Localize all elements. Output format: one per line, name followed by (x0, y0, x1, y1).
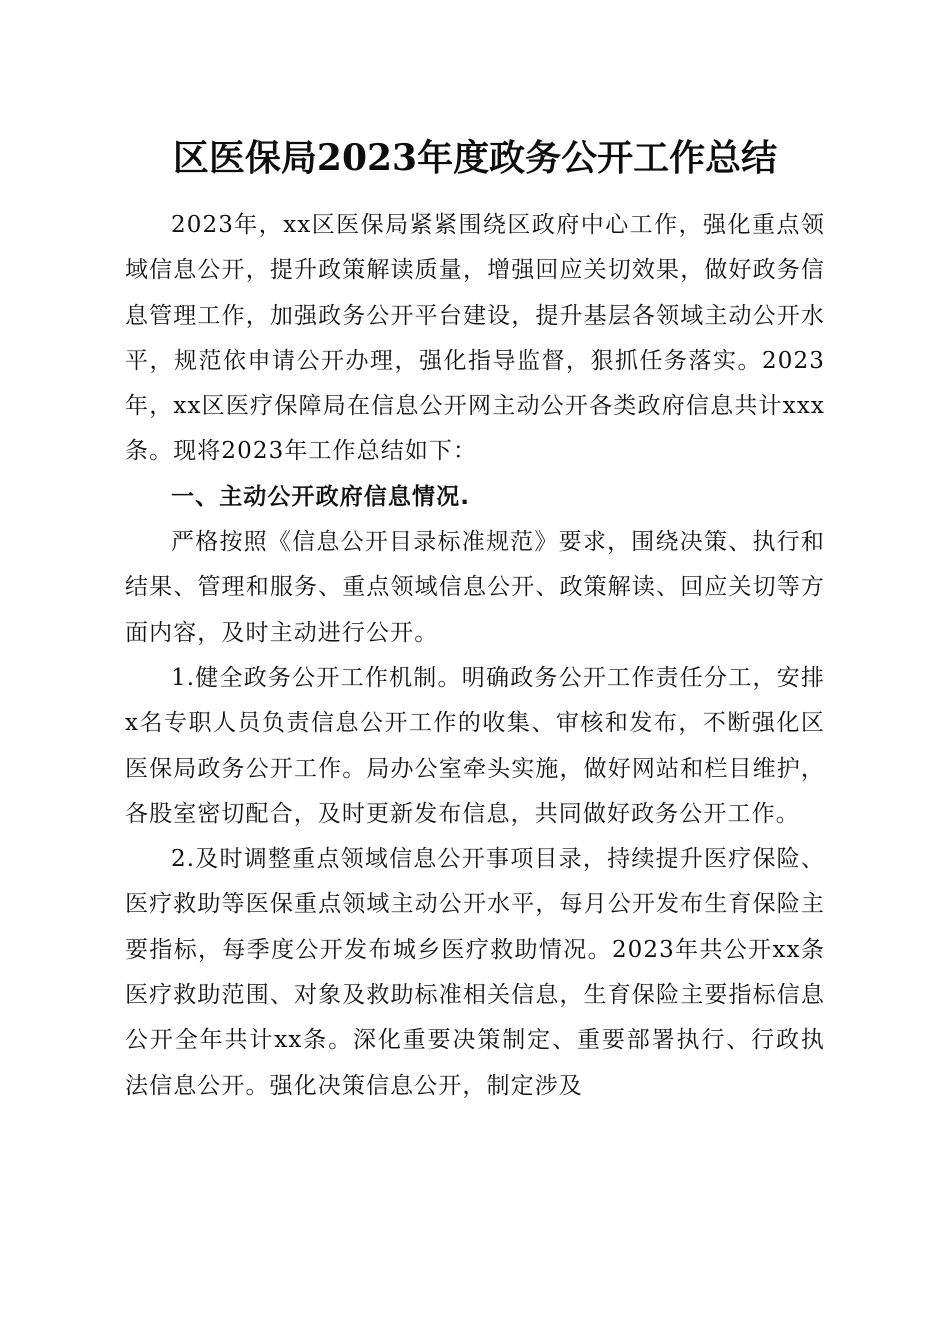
section-intro-paragraph: 严格按照《信息公开目录标准规范》要求，围绕决策、执行和结果、管理和服务、重点领域信息公开、政策解读、回应关切等方面内容，及时主动进行公开。 (125, 529, 825, 646)
document-body (125, 203, 825, 1109)
section-heading: 一、主动公开政府信息情况. (171, 483, 471, 510)
intro-paragraph: 2023年，xx区医保局紧紧围绕区政府中心工作，强化重点领域信息公开，提升政策解读质量，增强回应关切效果，做好政务信息管理工作，加强政务公开平台建设，提升基层各领域主动公开水平，规范依申请公开办理，强化指导监督，狠抓任务落实。2023年，xx区医疗保障局在信息公开网主动公开各类政府信息共计xxx条。现将2023年工作总结如下： (125, 212, 825, 465)
document-title: 区医保局2023年度政务公开工作总结 (172, 137, 778, 179)
item-2-paragraph: 2.及时调整重点领域信息公开事项目录，持续提升医疗保险、医疗救助等医保重点领域主动公开水平，每月公开发布生育保险主要指标，每季度公开发布城乡医疗救助情况。2023年共公开xx条医疗救助范围、对象及救助标准相关信息，生育保险主要指标信息公开全年共计xx条。深化重要决策制定、重要部署执行、行政执法信息公开。强化决策信息公开，制定涉及 (125, 846, 825, 1099)
item-1-paragraph: 1.健全政务公开工作机制。明确政务公开工作责任分工，安排x名专职人员负责信息公开工作的收集、审核和发布，不断强化区医保局政务公开工作。局办公室牵头实施，做好网站和栏目维护，各股室密切配合，及时更新发布信息，共同做好政务公开工作。 (125, 664, 825, 827)
